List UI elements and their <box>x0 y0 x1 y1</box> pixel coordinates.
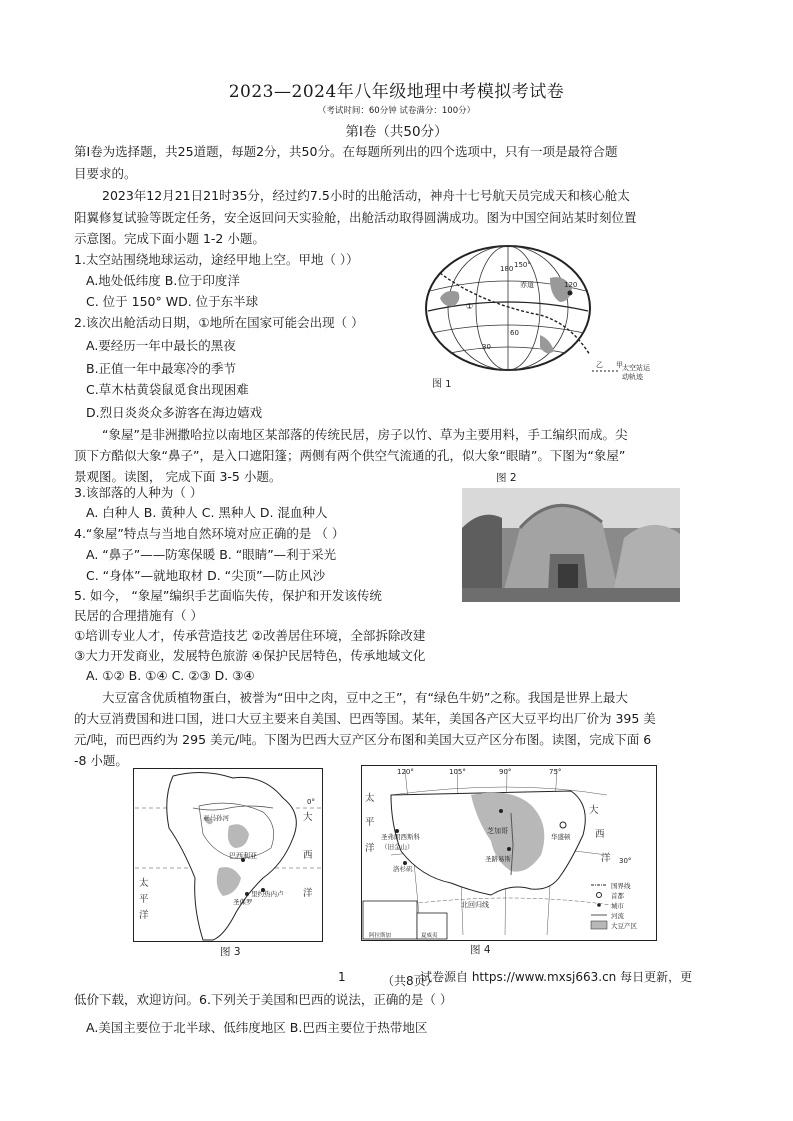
legend-item: 河流 <box>611 912 624 920</box>
legend-symbol: 甲 <box>616 361 623 369</box>
page-total: （共8页） <box>382 974 438 988</box>
question-stem: 4.“象屋”特点与当地自然环境对应正确的是 （ ） <box>74 526 345 541</box>
figure-4-usa-map <box>361 765 657 941</box>
lon-label: 105° <box>449 768 466 776</box>
figure-label: 图 3 <box>220 946 241 958</box>
intro-line: 目要求的。 <box>74 166 137 181</box>
passage-line: 的大豆消费国和进口国，进口大豆主要来自美国、巴西等国。某年，美国各产区大豆平均出厂价为 395 美 <box>74 711 656 726</box>
legend-symbol: 乙 <box>596 361 603 369</box>
passage-line: 景观图。读图， 完成下面 3-5 小题。 <box>74 469 282 484</box>
ocean-label: 太 <box>365 793 375 804</box>
question-options: A.地处低纬度 B.位于印度洋 <box>86 273 240 288</box>
lon-label: 180 <box>500 265 514 273</box>
city-label: 芝加哥 <box>487 827 508 835</box>
question-stem: 5. 如今， “象屋”编织手艺面临失传，保护和开发该传统 <box>74 588 382 603</box>
question-option: A.要经历一年中最长的黑夜 <box>86 338 236 353</box>
city-label: 洛杉矶 <box>393 865 413 873</box>
question-options: A. ①② B. ①④ C. ②③ D. ③④ <box>86 668 255 683</box>
legend-text: 动轨迹 <box>622 373 643 381</box>
passage-line: “象屋”是非洲撒哈拉以南地区某部落的传统民居，房子以竹、草为主要用料，手工编织而成。尖 <box>102 427 628 442</box>
source-note: 试卷源自 https://www.mxsj663.cn 每日更新，更 <box>420 970 693 984</box>
tropic-label: 北回归线 <box>461 901 489 909</box>
question-option: D.烈日炎炎众多游客在海边嬉戏 <box>86 405 263 420</box>
source-note-line: 低价下载，欢迎访问。6.下列关于美国和巴西的说法，正确的是（ ） <box>74 992 453 1007</box>
figure-2-elephant-house-photo <box>462 488 680 602</box>
legend-text: 太空站运 <box>622 364 650 372</box>
question-statement: ①培训专业人才，传承营造技艺 ②改善居住环境，全部拆除改建 <box>74 628 426 643</box>
city-label: 圣保罗 <box>233 898 253 906</box>
lat-label: 30 <box>482 343 491 351</box>
ocean-label: 西 <box>595 829 605 840</box>
legend-item: 国界线 <box>611 882 631 890</box>
page-title: 2023—2024年八年级地理中考模拟考试卷 <box>228 82 565 102</box>
ocean-label: 平 <box>365 817 375 828</box>
point-label: ① <box>466 302 474 311</box>
ocean-label: 大 <box>303 812 313 823</box>
passage-line: 阳翼修复试验等既定任务，安全返回问天实验舱，出舱活动取得圆满成功。图为中国空间站某时刻位置 <box>74 210 637 225</box>
city-label: 巴西利亚 <box>229 852 257 860</box>
question-statement: ③大力开发商业，发展特色旅游 ④保护民居特色，传承地域文化 <box>74 648 426 663</box>
figure-label: 图 2 <box>496 472 517 484</box>
page-number: 1 <box>338 970 346 984</box>
lat-label: 60 <box>510 329 519 337</box>
question-options: A. 白种人 B. 黄种人 C. 黑种人 D. 混血种人 <box>86 505 328 520</box>
figure-label: 图 4 <box>470 944 491 956</box>
question-stem: 民居的合理措施有（ ） <box>74 608 203 623</box>
ocean-label: 太 <box>139 878 149 889</box>
ocean-label: 西 <box>303 850 313 861</box>
city-label: 里约热内卢 <box>251 890 284 898</box>
legend-item: 大豆产区 <box>611 922 637 930</box>
figure-3-brazil-map <box>133 768 323 942</box>
exam-info: （考试时间：60分钟 试卷满分：100分） <box>317 106 476 116</box>
inset-label: 夏威夷 <box>421 933 438 939</box>
question-options: A. “鼻子”——防寒保暖 B. “眼睛”—利于采光 <box>86 547 337 562</box>
question-options: C. 位于 150° WD. 位于东半球 <box>86 294 259 309</box>
lon-label: 120° <box>397 768 414 776</box>
ocean-label: 洋 <box>139 910 149 921</box>
lon-label: 120 <box>564 281 578 289</box>
question-stem: 2.该次出舱活动日期，①地所在国家可能会出现（ ） <box>74 315 364 330</box>
question-options: C. “身体”—就地取材 D. “尖顶”—防止风沙 <box>86 568 326 583</box>
question-stem: 3.该部落的人种为（ ） <box>74 485 203 500</box>
lat-label: 0° <box>307 798 315 806</box>
passage-line: -8 小题。 <box>74 753 128 768</box>
lat-label: 30° <box>619 857 632 865</box>
city-label: 华盛顿 <box>551 833 571 841</box>
passage-line: 2023年12月21日21时35分，经过约7.5小时的出舱活动，神舟十七号航天员完成天和核心舱太 <box>102 188 630 203</box>
passage-line: 大豆富含优质植物蛋白，被誉为“田中之肉，豆中之王”，有“绿色牛奶”之称。我国是世界上最大 <box>102 690 628 705</box>
question-stem: 1.太空站围绕地球运动，途经甲地上空。甲地（ ）） <box>74 252 359 267</box>
passage-line: 示意图。完成下面小题 1-2 小题。 <box>74 231 265 246</box>
ocean-label: 洋 <box>601 853 611 864</box>
figure-label: 图 1 <box>432 379 452 390</box>
figure-1-globe <box>420 243 623 405</box>
section-title: 第Ⅰ卷（共50分） <box>345 124 448 140</box>
ocean-label: 洋 <box>303 888 313 899</box>
ocean-label: 大 <box>589 805 599 816</box>
ocean-label: 洋 <box>365 843 375 854</box>
lon-label: 150° <box>514 261 531 269</box>
question-option: B.正值一年中最寒冷的季节 <box>86 361 237 376</box>
lon-label: 90° <box>499 768 512 776</box>
equator-label: 赤道 <box>520 281 534 289</box>
question-option: C.草木枯黄袋鼠觅食出现困难 <box>86 382 249 397</box>
point-jia <box>568 291 573 296</box>
intro-line: 第Ⅰ卷为选择题，共25道题，每题2分，共50分。在每题所列出的四个选项中，只有一项是最符合题 <box>74 144 618 159</box>
passage-line: 顶下方酷似大象“鼻子”，是入口遮阳篷；两侧有两个供空气流通的孔，似大象“眼睛”。下图为“象屋” <box>74 448 626 463</box>
ocean-label: 平 <box>139 894 149 905</box>
lon-label: 75° <box>549 768 562 776</box>
legend-item: 城市 <box>611 902 624 910</box>
question-options: A.美国主要位于北半球、低纬度地区 B.巴西主要位于热带地区 <box>86 1020 428 1035</box>
city-label: （旧金山） <box>381 843 414 851</box>
passage-line: 元/吨，而巴西约为 295 美元/吨。下图为巴西大豆产区分布图和美国大豆产区分布图。读图，完成下面 6 <box>74 732 652 747</box>
city-label: 圣弗朗西斯科 <box>381 833 420 841</box>
inset-label: 阿拉斯加 <box>369 933 392 939</box>
city-label: 圣路易斯 <box>485 855 511 863</box>
legend-item: 首都 <box>611 892 624 900</box>
river-label: 亚马孙河 <box>203 814 229 822</box>
